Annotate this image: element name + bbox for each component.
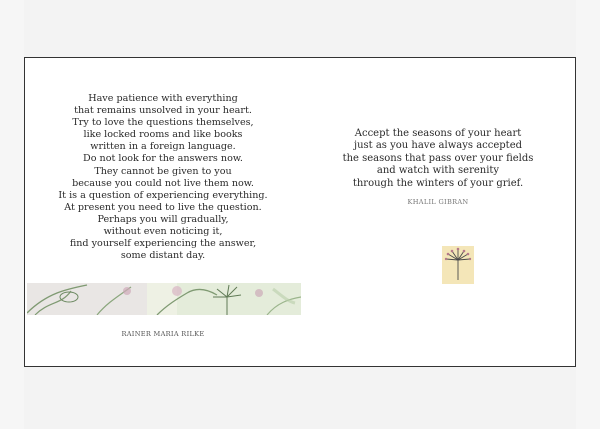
botanical-illustration-icon bbox=[27, 283, 301, 315]
poem-line: the seasons that pass over your fields bbox=[342, 152, 534, 164]
botanical-illustration-strip bbox=[27, 283, 301, 315]
book-spread bbox=[24, 57, 576, 367]
author-rilke: RAINER MARIA RILKE bbox=[121, 330, 205, 338]
poem-line: find yourself experiencing the answer, bbox=[69, 238, 257, 250]
poem-line: Perhaps you will gradually, bbox=[97, 213, 229, 225]
right-page bbox=[301, 58, 575, 366]
poem-line: Have patience with everything bbox=[88, 93, 238, 104]
poem-line: At present you need to live the question. bbox=[64, 201, 262, 213]
gibran-poem bbox=[301, 128, 575, 190]
rilke-poem bbox=[25, 93, 301, 262]
poem-line: Do not look for the answers now. bbox=[83, 153, 243, 165]
poem-line: like locked rooms and like books bbox=[83, 129, 243, 141]
poem-line: because you could not live them now. bbox=[72, 177, 254, 189]
poem-line: that remains unsolved in your heart. bbox=[74, 105, 252, 117]
poem-line: written in a foreign language. bbox=[90, 141, 236, 153]
poem-line: just as you have always accepted bbox=[353, 140, 523, 152]
poem-line: through the winters of your grief. bbox=[352, 177, 524, 189]
poem-line: It is a question of experiencing everything. bbox=[58, 189, 268, 201]
left-page bbox=[25, 58, 301, 366]
poem-line: Accept the seasons of your heart bbox=[354, 128, 522, 139]
poem-line: and watch with serenity bbox=[376, 165, 500, 177]
poem-line: They cannot be given to you bbox=[94, 165, 232, 177]
poem-line: without even noticing it, bbox=[103, 226, 223, 238]
dandelion-flower-icon bbox=[440, 244, 476, 286]
author-gibran: KHALIL GIBRAN bbox=[407, 198, 469, 206]
page-margin-right bbox=[576, 0, 600, 429]
poem-line: Try to love the questions themselves, bbox=[72, 117, 254, 129]
poem-line: some distant day. bbox=[120, 250, 206, 262]
page-margin-left bbox=[0, 0, 24, 429]
